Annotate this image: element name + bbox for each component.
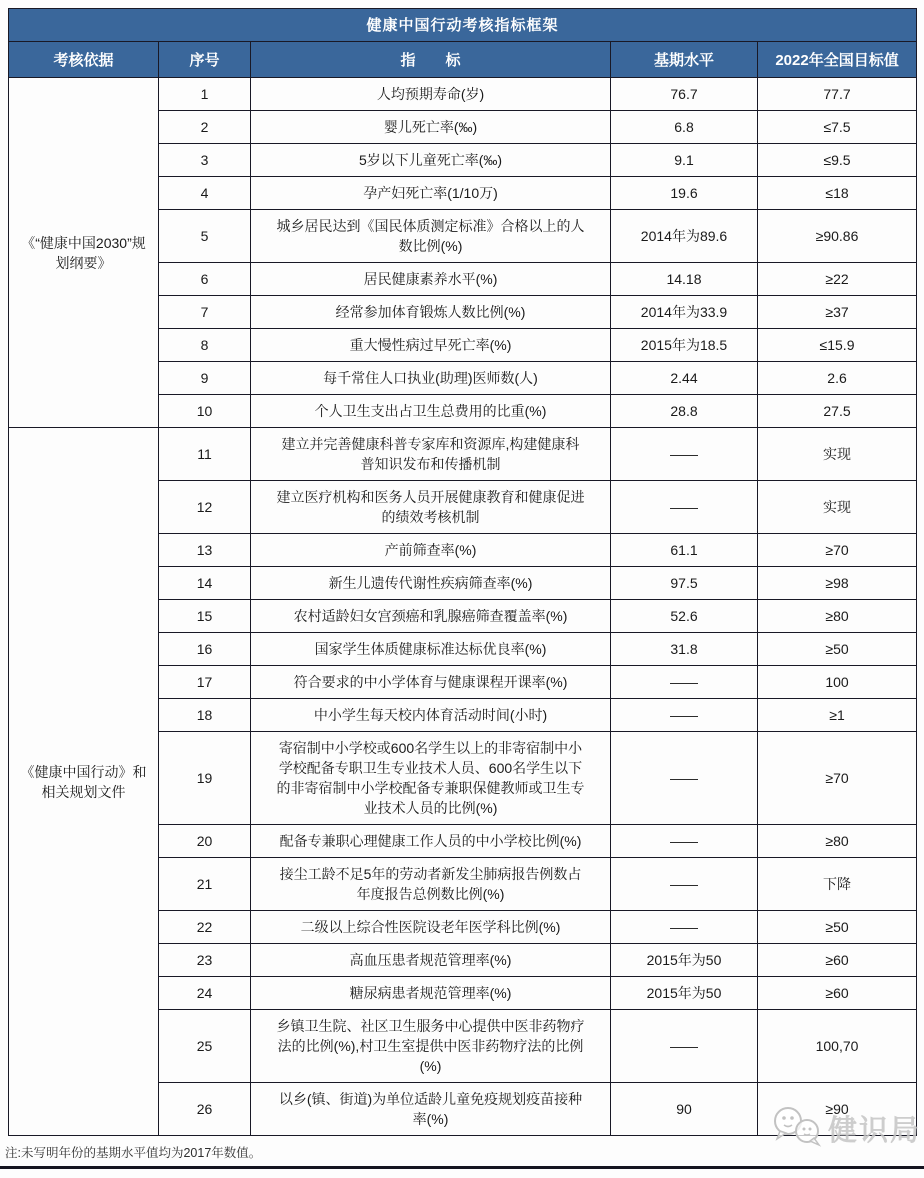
cell-base: 61.1 (611, 534, 758, 567)
cell-indicator: 建立医疗机构和医务人员开展健康教育和健康促进的绩效考核机制 (251, 481, 611, 534)
cell-indicator: 新生儿遗传代谢性疾病筛查率(%) (251, 567, 611, 600)
cell-indicator: 人均预期寿命(岁) (251, 78, 611, 111)
cell-no: 9 (159, 362, 251, 395)
cell-target: ≥50 (758, 911, 917, 944)
footnote: 注:未写明年份的基期水平值均为2017年数值。 (5, 1146, 262, 1160)
cell-no: 3 (159, 144, 251, 177)
cell-base: 52.6 (611, 600, 758, 633)
cell-no: 19 (159, 732, 251, 825)
cell-target: ≥80 (758, 600, 917, 633)
cell-base: —— (611, 666, 758, 699)
cell-indicator: 重大慢性病过早死亡率(%) (251, 329, 611, 362)
cell-no: 14 (159, 567, 251, 600)
cell-target: ≥90 (758, 1083, 917, 1136)
indicator-table (8, 8, 917, 1136)
cell-indicator: 国家学生体质健康标准达标优良率(%) (251, 633, 611, 666)
cell-target: 77.7 (758, 78, 917, 111)
indicator-table-wrap (8, 8, 916, 1136)
cell-base: 90 (611, 1083, 758, 1136)
cell-target: ≤7.5 (758, 111, 917, 144)
cell-no: 22 (159, 911, 251, 944)
cell-base: —— (611, 858, 758, 911)
cell-target: 实现 (758, 481, 917, 534)
cell-no: 5 (159, 210, 251, 263)
cell-indicator: 婴儿死亡率(‰) (251, 111, 611, 144)
col-header-no: 序号 (159, 42, 251, 78)
watermark-text: 健识局 (828, 1115, 922, 1147)
cell-target: 27.5 (758, 395, 917, 428)
cell-base: 2014年为89.6 (611, 210, 758, 263)
cell-indicator: 接尘工龄不足5年的劳动者新发尘肺病报告例数占年度报告总例数比例(%) (251, 858, 611, 911)
cell-base: 2014年为33.9 (611, 296, 758, 329)
cell-no: 12 (159, 481, 251, 534)
cell-base: 28.8 (611, 395, 758, 428)
cell-base: —— (611, 1010, 758, 1083)
group-label-1: 《“健康中国2030”规划纲要》 (9, 78, 159, 428)
cell-base: 2015年为50 (611, 944, 758, 977)
cell-no: 17 (159, 666, 251, 699)
cell-indicator: 每千常住人口执业(助理)医师数(人) (251, 362, 611, 395)
col-header-indicator: 指 标 (251, 42, 611, 78)
table-body (9, 78, 917, 1136)
cell-base: 14.18 (611, 263, 758, 296)
cell-target: ≥50 (758, 633, 917, 666)
cell-indicator: 高血压患者规范管理率(%) (251, 944, 611, 977)
cell-indicator: 中小学生每天校内体育活动时间(小时) (251, 699, 611, 732)
cell-target: ≥22 (758, 263, 917, 296)
cell-no: 10 (159, 395, 251, 428)
cell-indicator: 糖尿病患者规范管理率(%) (251, 977, 611, 1010)
cell-indicator: 经常参加体育锻炼人数比例(%) (251, 296, 611, 329)
cell-target: ≤15.9 (758, 329, 917, 362)
table-row (9, 78, 917, 111)
cell-no: 25 (159, 1010, 251, 1083)
cell-no: 6 (159, 263, 251, 296)
cell-target: ≥1 (758, 699, 917, 732)
cell-no: 2 (159, 111, 251, 144)
cell-target: 2.6 (758, 362, 917, 395)
cell-target: ≥70 (758, 732, 917, 825)
cell-no: 16 (159, 633, 251, 666)
cell-no: 18 (159, 699, 251, 732)
cell-indicator: 5岁以下儿童死亡率(‰) (251, 144, 611, 177)
col-header-target: 2022年全国目标值 (758, 42, 917, 78)
cell-base: 31.8 (611, 633, 758, 666)
cell-no: 15 (159, 600, 251, 633)
cell-base: 2.44 (611, 362, 758, 395)
cell-base: 2015年为50 (611, 977, 758, 1010)
table-row (9, 428, 917, 481)
cell-indicator: 以乡(镇、街道)为单位适龄儿童免疫规划疫苗接种率(%) (251, 1083, 611, 1136)
cell-target: ≥60 (758, 944, 917, 977)
cell-target: ≥70 (758, 534, 917, 567)
cell-base: 19.6 (611, 177, 758, 210)
cell-no: 23 (159, 944, 251, 977)
group-label-2: 《健康中国行动》和相关规划文件 (9, 428, 159, 1136)
cell-base: 76.7 (611, 78, 758, 111)
cell-no: 21 (159, 858, 251, 911)
cell-indicator: 寄宿制中小学校或600名学生以上的非寄宿制中小学校配备专职卫生专业技术人员、600名学生以下的非寄宿制中小学校配备专兼职保健教师或卫生专业技术人员的比例(%) (251, 732, 611, 825)
title-row (9, 9, 917, 42)
cell-no: 1 (159, 78, 251, 111)
cell-base: 2015年为18.5 (611, 329, 758, 362)
cell-no: 26 (159, 1083, 251, 1136)
cell-no: 11 (159, 428, 251, 481)
cell-target: ≥90.86 (758, 210, 917, 263)
cell-base: 6.8 (611, 111, 758, 144)
cell-indicator: 产前筛查率(%) (251, 534, 611, 567)
cell-target: ≥98 (758, 567, 917, 600)
cell-target: 下降 (758, 858, 917, 911)
cell-indicator: 居民健康素养水平(%) (251, 263, 611, 296)
cell-target: 100,70 (758, 1010, 917, 1083)
cell-target: ≥37 (758, 296, 917, 329)
cell-target: ≤18 (758, 177, 917, 210)
page-title: 健康中国行动考核指标框架 (9, 9, 917, 42)
cell-base: —— (611, 732, 758, 825)
cell-no: 4 (159, 177, 251, 210)
cell-no: 13 (159, 534, 251, 567)
cell-target: 100 (758, 666, 917, 699)
bottom-rule (0, 1166, 924, 1169)
cell-base: 9.1 (611, 144, 758, 177)
header-row (9, 42, 917, 78)
cell-base: —— (611, 481, 758, 534)
cell-indicator: 二级以上综合性医院设老年医学科比例(%) (251, 911, 611, 944)
cell-indicator: 建立并完善健康科普专家库和资源库,构建健康科普知识发布和传播机制 (251, 428, 611, 481)
cell-no: 20 (159, 825, 251, 858)
col-header-base: 基期水平 (611, 42, 758, 78)
cell-base: —— (611, 428, 758, 481)
cell-indicator: 配备专兼职心理健康工作人员的中小学校比例(%) (251, 825, 611, 858)
cell-no: 8 (159, 329, 251, 362)
cell-target: ≥80 (758, 825, 917, 858)
cell-indicator: 乡镇卫生院、社区卫生服务中心提供中医非药物疗法的比例(%),村卫生室提供中医非药物疗法的比例(%) (251, 1010, 611, 1083)
col-header-basis: 考核依据 (9, 42, 159, 78)
cell-indicator: 孕产妇死亡率(1/10万) (251, 177, 611, 210)
cell-indicator: 城乡居民达到《国民体质测定标准》合格以上的人数比例(%) (251, 210, 611, 263)
page (0, 8, 924, 1178)
cell-target: ≥60 (758, 977, 917, 1010)
cell-indicator: 符合要求的中小学体育与健康课程开课率(%) (251, 666, 611, 699)
cell-no: 7 (159, 296, 251, 329)
cell-no: 24 (159, 977, 251, 1010)
cell-indicator: 农村适龄妇女宫颈癌和乳腺癌筛查覆盖率(%) (251, 600, 611, 633)
cell-target: 实现 (758, 428, 917, 481)
cell-base: —— (611, 911, 758, 944)
cell-base: —— (611, 699, 758, 732)
cell-indicator: 个人卫生支出占卫生总费用的比重(%) (251, 395, 611, 428)
cell-target: ≤9.5 (758, 144, 917, 177)
cell-base: —— (611, 825, 758, 858)
cell-base: 97.5 (611, 567, 758, 600)
